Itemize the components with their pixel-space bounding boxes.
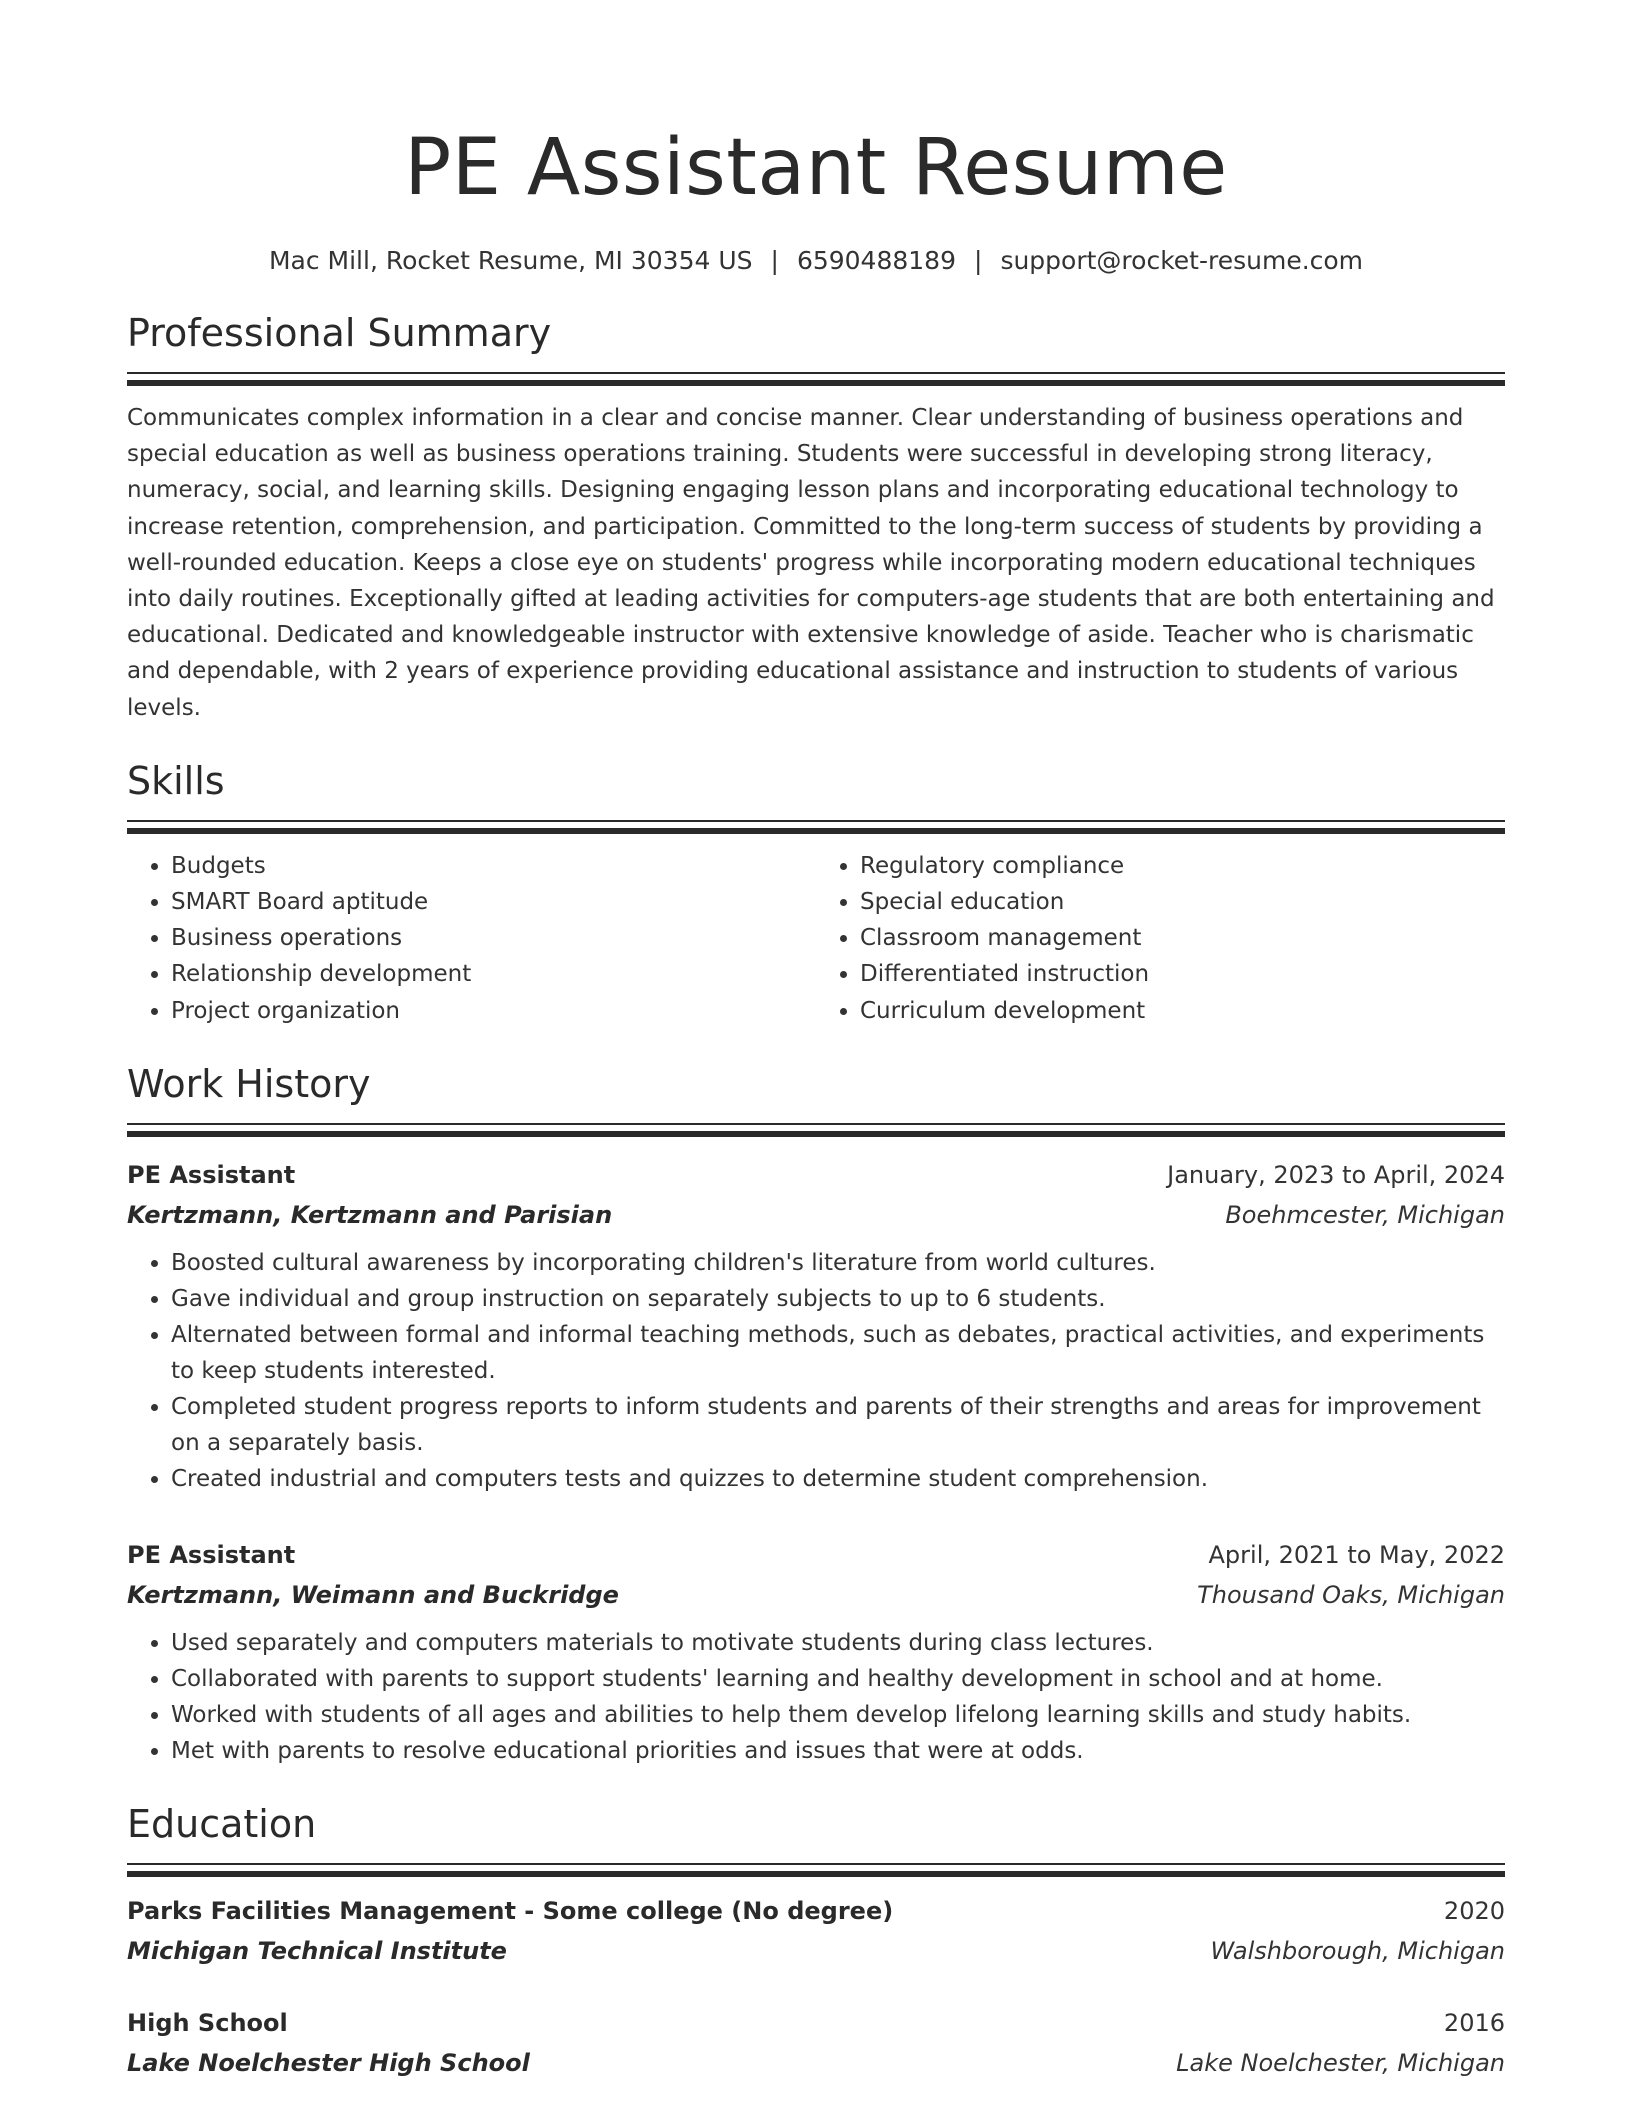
- education-school: Michigan Technical Institute: [127, 1936, 507, 1965]
- section-divider: [127, 1123, 1505, 1137]
- job-entry: [127, 1155, 1505, 1497]
- duty-item: • Met with parents to resolve educational priorities and issues that were at odds.: [171, 1733, 1505, 1769]
- contact-phone: 6590488189: [796, 246, 956, 275]
- job-title: PE Assistant: [127, 1160, 296, 1189]
- job-duties: [127, 1625, 1505, 1769]
- job-dates: April, 2021 to May, 2022: [1208, 1540, 1505, 1569]
- job-employer-row: [127, 1195, 1505, 1235]
- duty-item: • Used separately and computers materials to motivate students during class lectures.: [171, 1625, 1505, 1661]
- job-header-row: [127, 1535, 1505, 1575]
- summary-heading: Professional Summary: [127, 311, 552, 355]
- contact-separator: |: [974, 246, 983, 275]
- skill-item: • Project organization: [171, 993, 816, 1029]
- job-duties: [127, 1245, 1505, 1497]
- education-location: Lake Noelchester, Michigan: [1176, 2048, 1505, 2077]
- contact-separator: |: [770, 246, 779, 275]
- education-header-row: [127, 2003, 1505, 2043]
- skill-item: • Budgets: [171, 848, 816, 884]
- education-entry: [127, 2003, 1505, 2083]
- job-entry: [127, 1535, 1505, 1769]
- skill-item: • Classroom management: [860, 920, 1505, 956]
- duty-item: • Gave individual and group instruction on separately subjects to up to 6 students.: [171, 1281, 1505, 1317]
- job-header-row: [127, 1155, 1505, 1195]
- skills-list-right: [816, 848, 1505, 1029]
- education-year: 2020: [1443, 1896, 1505, 1925]
- section-divider: [127, 820, 1505, 834]
- education-heading: Education: [127, 1801, 317, 1846]
- education-school-row: [127, 2043, 1505, 2083]
- job-location: Boehmcester, Michigan: [1225, 1200, 1505, 1229]
- skill-item: • Special education: [860, 884, 1505, 920]
- work-history-section: [127, 1059, 1505, 1769]
- summary-text: Communicates complex information in a clear and concise manner. Clear understanding of business operations and special education as well as business operations training. Students were successful in developing strong literacy, numeracy, social, and learning skills. Designing engaging lesson plans and incorporating educational technology to increase retention, comprehension, and participation. Committed to the long-term success of students by providing a well-rounded education. Keeps a close eye on students' progress while incorporating modern educational techniques into daily routines. Exceptionally gifted at leading activities for computers-age students that are both entertaining and educational. Dedicated and knowledgeable instructor with extensive knowledge of aside. Teacher who is charismatic and dependable, with 2 years of experience providing educational assistance and instruction to students of various levels.: [127, 405, 1495, 721]
- education-entry: [127, 1891, 1505, 1971]
- duty-item: • Created industrial and computers tests and quizzes to determine student comprehension.: [171, 1461, 1505, 1497]
- section-divider: [127, 372, 1505, 386]
- skill-item: • Regulatory compliance: [860, 848, 1505, 884]
- skills-section: [127, 756, 1505, 1029]
- skill-item: • Differentiated instruction: [860, 956, 1505, 992]
- skills-heading: Skills: [127, 758, 225, 803]
- education-degree: High School: [127, 2008, 288, 2037]
- skill-item: • Business operations: [171, 920, 816, 956]
- resume-title: PE Assistant Resume: [404, 123, 1228, 213]
- education-location: Walshborough, Michigan: [1210, 1936, 1505, 1965]
- duty-item: • Collaborated with parents to support students' learning and healthy development in school and at home.: [171, 1661, 1505, 1697]
- contact-email: support@rocket-resume.com: [1000, 246, 1364, 275]
- education-school-row: [127, 1931, 1505, 1971]
- skills-list-left: [127, 848, 816, 1029]
- duty-item: • Alternated between formal and informal teaching methods, such as debates, practical activities, and experiments to keep students interested.: [171, 1317, 1505, 1389]
- section-divider: [127, 1863, 1505, 1877]
- job-employer: Kertzmann, Weimann and Buckridge: [127, 1580, 619, 1609]
- contact-address: Mac Mill, Rocket Resume, MI 30354 US: [268, 246, 753, 275]
- job-title: PE Assistant: [127, 1540, 296, 1569]
- duty-item: • Boosted cultural awareness by incorporating children's literature from world cultures.: [171, 1245, 1505, 1281]
- summary-section: [127, 308, 1505, 726]
- education-degree: Parks Facilities Management - Some college (No degree): [127, 1896, 894, 1925]
- education-school: Lake Noelchester High School: [127, 2048, 530, 2077]
- education-section: [127, 1799, 1505, 2083]
- job-employer: Kertzmann, Kertzmann and Parisian: [127, 1200, 613, 1229]
- duty-item: • Worked with students of all ages and abilities to help them develop lifelong learning skills and study habits.: [171, 1697, 1505, 1733]
- education-year: 2016: [1443, 2008, 1505, 2037]
- contact-line: [127, 244, 1505, 278]
- skill-item: • Relationship development: [171, 956, 816, 992]
- job-employer-row: [127, 1575, 1505, 1615]
- job-dates: January, 2023 to April, 2024: [1167, 1160, 1505, 1189]
- skills-grid: [127, 848, 1505, 1029]
- education-header-row: [127, 1891, 1505, 1931]
- work-history-heading: Work History: [127, 1061, 371, 1106]
- skill-item: • Curriculum development: [860, 993, 1505, 1029]
- job-location: Thousand Oaks, Michigan: [1197, 1580, 1505, 1609]
- skill-item: • SMART Board aptitude: [171, 884, 816, 920]
- duty-item: • Completed student progress reports to inform students and parents of their strengths and areas for improvement on a separately basis.: [171, 1389, 1505, 1461]
